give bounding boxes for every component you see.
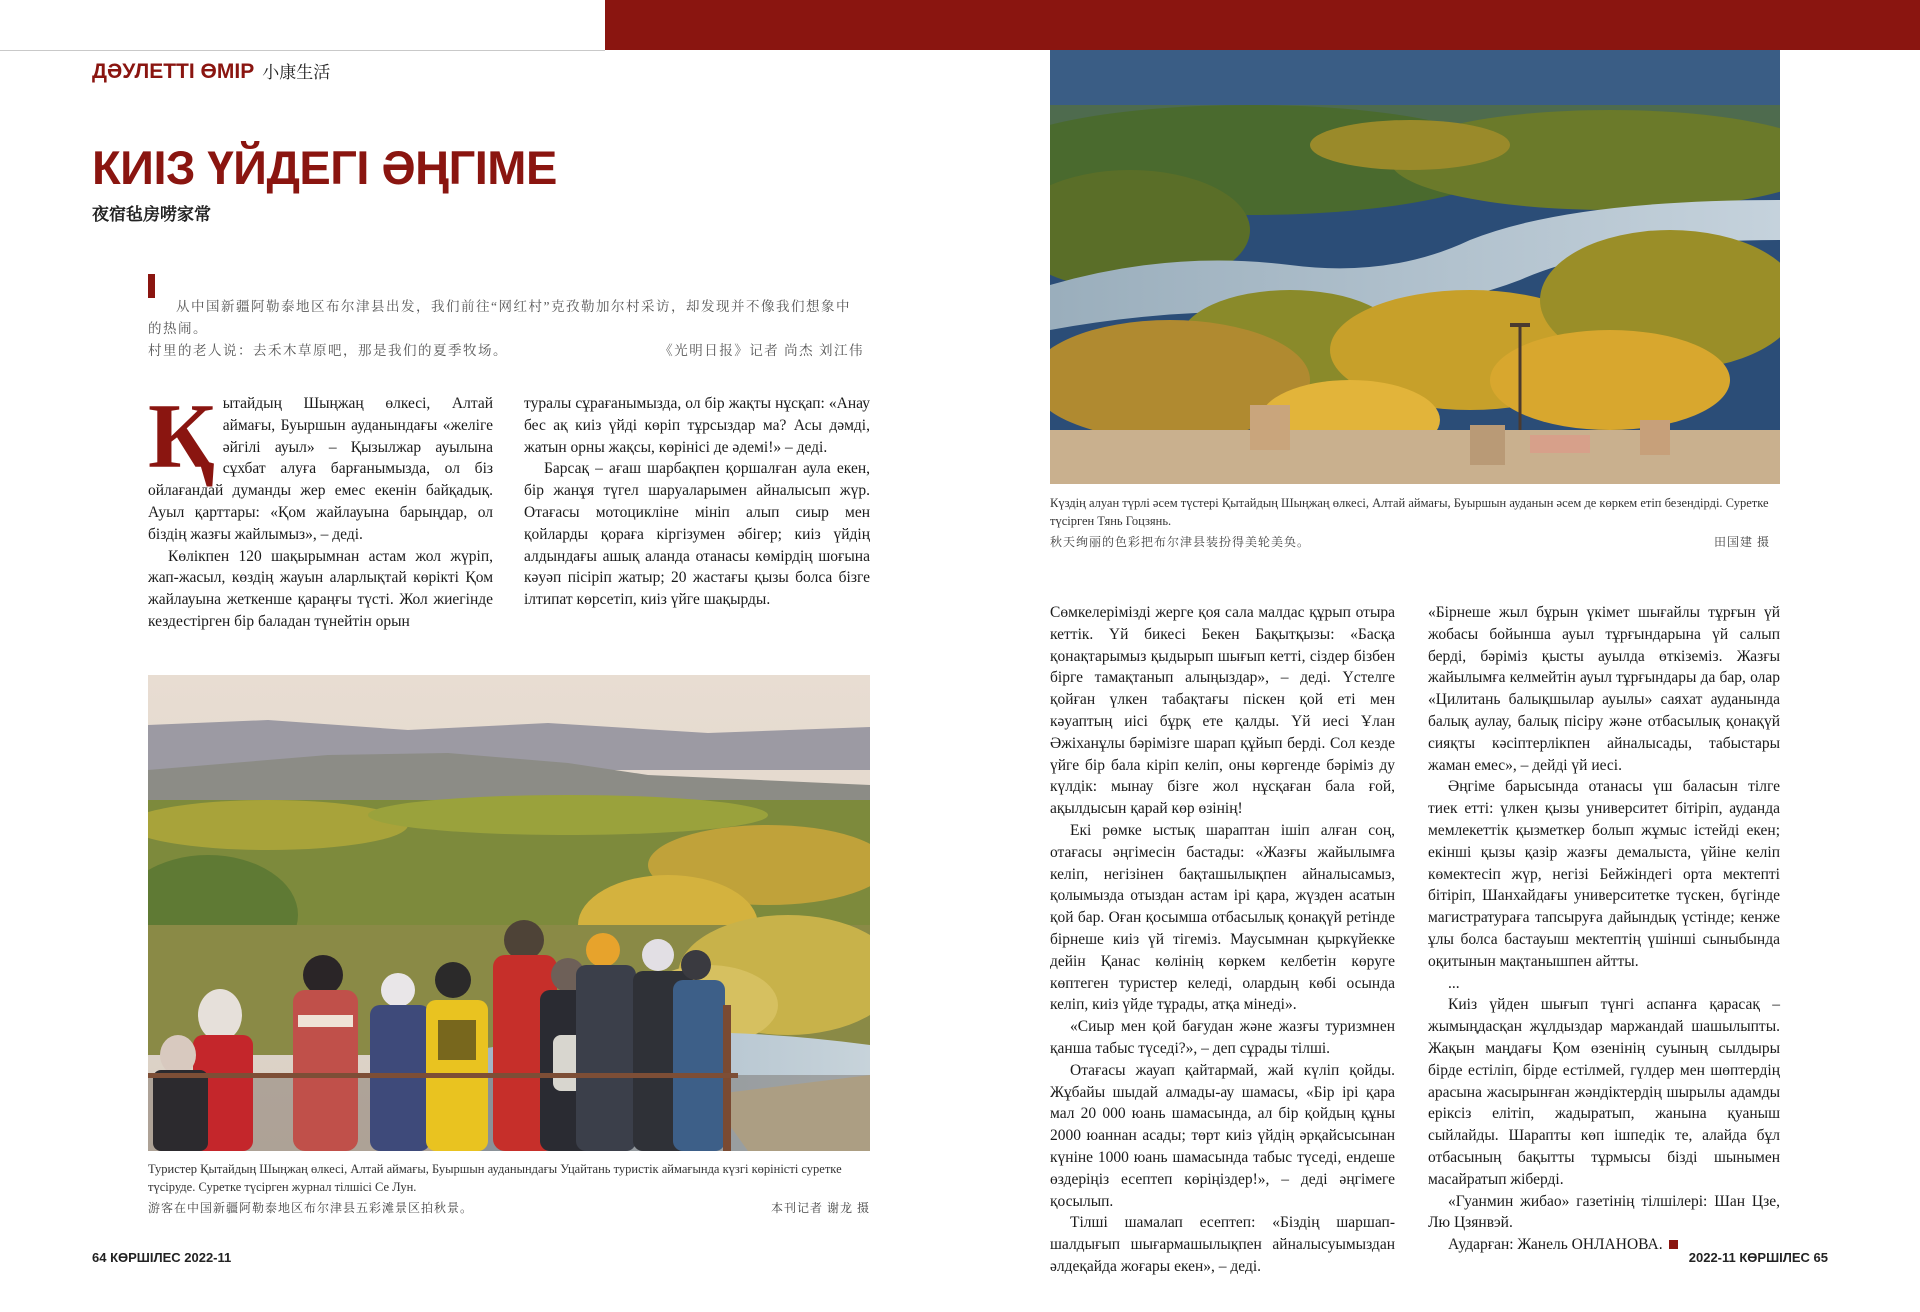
article-column-4 [1428,602,1780,1256]
article-column-3 [1050,602,1395,1278]
photo-river-landscape-image [1050,50,1780,484]
translator-credit: Аударған: Жанель ОНЛАНОВА. [1448,1236,1663,1254]
lead-line-2-text: 村里的老人说：去禾木草原吧，那是我们的夏季牧场。 [148,343,508,358]
photo-river-credit: 田国建 摄 [1713,535,1770,549]
section-label-cn: 小康生活 [262,63,331,82]
col2-paragraph-2: Барсақ – ағаш шарбақпен қоршалған аула екен, бір жанұя түгел шаруаларымен айналысып жүр. Отағасы мотоцикліне мініп алып сиыр мен қойларды қораға кіргізумен әбігер; киіз үйдің алдындағы ашық аланда отанасы көмірдің шоғына кәуәп пісіріп жатыр; 20 жастағы қызы болса бізге ілтипат көрсетіп, киіз үйге шақырды. [524,460,870,609]
col3-paragraph-2: Екі рөмке ыстық шараптан ішіп алған соң, отағасы әңгімесін бастады: «Жазғы жайылымға келіп, негізінен бақташылықпен айналысамыз, қолымызда отыздан астам ірі қара, жүзден асатын қой бар. Оған қосымша отбасылық қонақүй ретінде бірнеше киіз үй тігеміз. Маусымнан қыркүйекке дейін Қанас көлінің көркем келбетін көруге көптеген туристер келеді, олардың көбі осында келіп, киіз үйде тұрады, атқа мінеді». [1050,821,1395,1014]
section-heading [92,58,330,84]
lead-paragraph [148,296,864,362]
header-bar [605,0,1920,50]
lead-line-1: 从中国新疆阿勒泰地区布尔津县出发，我们前往“网红村”克孜勒加尔村采访，却发现并不像我们想象中的热闹。 [148,299,851,336]
col3-paragraph-5: Тілші шамалап есептеп: «Біздің шаршап-шалдығып шығармашылықпен айналысуымыздан әлдеқайда жоғары екен», – деді. [1050,1214,1395,1275]
article-subtitle: 夜宿毡房唠家常 [92,205,211,224]
header-rule [0,50,605,51]
photo-river-caption: Күздің алуан түрлі әсем түстері Қытайдың Шыңжаң өлкесі, Алтай аймағы, Буыршын ауданын әсем де көркем етіп безендірді. Суретке түсірген Тянь Гоцзянь. [1050,496,1769,528]
col4-paragraph-4: «Гуанмин жибао» газетінің тілшілері: Шан Цзе, Лю Цзянвэй. [1428,1192,1780,1232]
page-folio-left: 64 КӨРШІЛЕС 2022-11 [92,1250,232,1265]
lead-line-2 [148,340,864,362]
photo-river-caption-cn: 秋天绚丽的色彩把布尔津县装扮得美轮美奂。 [1050,535,1311,549]
col1-paragraph-1 [148,385,493,546]
article-title: КИІЗ ҮЙДЕГІ ӘҢГІМЕ [92,141,557,194]
col2-paragraph-1: туралы сұрағанымызда, ол бір жақты нұсқап: «Анау бес ақ киіз үйді көріп тұрсыздар ма? Асы дәмді, жатын орны жақсы, көрінісі де әдемі!» – деді. [524,395,870,456]
col1-paragraph-2: Көлікпен 120 шақырымнан астам жол жүріп, жап-жасыл, көздің жауын аларлықтай көрікті Қом жайлауына жеткенше қараңғы түсті. Жол жиегінде кездестірген бір баладан түнейтін орын [148,547,493,630]
col3-paragraph-1: Сөмкелерімізді жерге қоя сала малдас құрып отыра кеттік. Үй бикесі Бекен Бақытқызы: «Басқа қонақтарымыз қыдырып шығып кетті, сіздер бізбен бірге тамақтанып алыңыздар», – деді. Үстелге қойған үлкен табақтағы піскен қой еті мен кәуаптың иісі бұрқ ете қалды. Үй иесі Ұлан Әжіханұлы бәрімізге шарап құйып берді. Сол кезде үйге бір бала кіріп келіп, оны көргенде бәріміз ду күлдік: мынау бізге жол нұсқаған бала ғой, ақылдысын қарай көр өзінің! [1050,604,1395,818]
photo-tourists-image [148,675,870,1151]
article-column-1 [148,385,493,633]
col3-paragraph-3: «Сиыр мен қой бағудан және жазғы туризмнен қанша табыс түседі?», – деп сұрады тілші. [1050,1018,1395,1057]
article-column-2 [524,393,870,611]
photo-tourists-credit: 本刊记者 谢龙 摄 [770,1201,870,1215]
lead-credit: 《光明日报》记者 尚杰 刘江伟 [659,343,864,358]
col4-paragraph-1: «Бірнеше жыл бұрын үкімет шығайлы тұрғын үй жобасы бойынша ауыл тұрғындарына үй салып берді, бәріміз қысты ауылда өткіземіз. Жазғы жайылымға келмейтін ауыл тұрғындары да бар, олар «Цилитань балықшылар ауылы» саяхат ауданында балық аулау, балық пісіру және отбасылық қонақүй сияқты кәсіптерлікпен айналысады, табыстары жаман емес», – дейді үй иесі. [1428,604,1780,774]
lead-marker [148,274,155,298]
section-label-kz: ДӘУЛЕТТІ ӨМІР [92,60,255,83]
col3-paragraph-4: Отағасы жауап қайтармай, жай күліп қойды. Жұбайы шыдай алмады-ау шамасы, «Бір ірі қара мал 20 000 юань шамасында, ал бір қойдың құны 2000 юаннан асады; төрт киіз үйдің әрқайсысынан күніне 1000 юань шамасында табыс түседі, ендеше өздеріңіз есептеп көріңіздер!», – деді әңгімеге қосылып. [1050,1061,1395,1210]
page-folio-right: 2022-11 КӨРШІЛЕС 65 [1688,1250,1828,1265]
drop-cap: Қ [148,385,215,487]
photo-tourists-caption-cn: 游客在中国新疆阿勒泰地区布尔津县五彩滩景区拍秋景。 [148,1201,474,1215]
photo-tourists [148,675,870,1151]
col4-ellipsis: ... [1448,974,1460,992]
photo-tourists-caption: Туристер Қытайдың Шыңжаң өлкесі, Алтай аймағы, Буыршын ауданындағы Уцайтань туристік аймағында күзгі көріністі суретке түсіруде. Суретке түсірген журнал тілшісі Се Лун. [148,1162,842,1194]
photo-river-landscape [1050,50,1780,484]
col4-paragraph-3: Киіз үйден шығып түнгі аспанға қарасақ – жымыңдасқан жұлдыздар маржандай шашылыпты. Жақын маңдағы Қом өзенінің суының сылдыры бірде естіліп, бірде естілмей, гүлдер мен шөптердің арасына жасырынған жәндіктердің шырылы адамды еріксіз елітіп, жадыратып, жанына қуаныш сыйлайды. Шарапты көп ішпедік те, алайда бұл отбасының бақытты тұрмысы бізді шынымен масайратып жіберді. [1428,996,1780,1188]
end-mark-icon [1669,1240,1678,1249]
col4-paragraph-2: Әңгіме барысында отанасы үш баласын тілге тиек етті: үлкен қызы университет бітіріп, ауданда мемлекеттік қызметкер болып жұмыс істейді екен; екінші қызы қазір жазғы демалыста, үйіне келіп көмектесіп жүр, негізі Бейжіндегі орта мектепті бітіріп, Шанхайдағы университетке түскен, бүгінде магистратураға тапсыруға дайындық үстінде; кенже ұлы болса бастауыш мектептің үшінші сыныбында оқитынын мақтанышпен айтты. [1428,778,1780,970]
col1-paragraph-1-text: ытайдың Шыңжаң өлкесі, Алтай аймағы, Буыршын ауданындағы «желіге әйгілі ауыл» – Қызылжар ауылына сұхбат алуға барғанымызда, ол біз ойлағандай думанды жер емес екенін байқадық. Ауыл қарттары: «Қом жайлауына барыңдар, ол біздің жазғы жайлымыз», – деді. [148,395,493,543]
